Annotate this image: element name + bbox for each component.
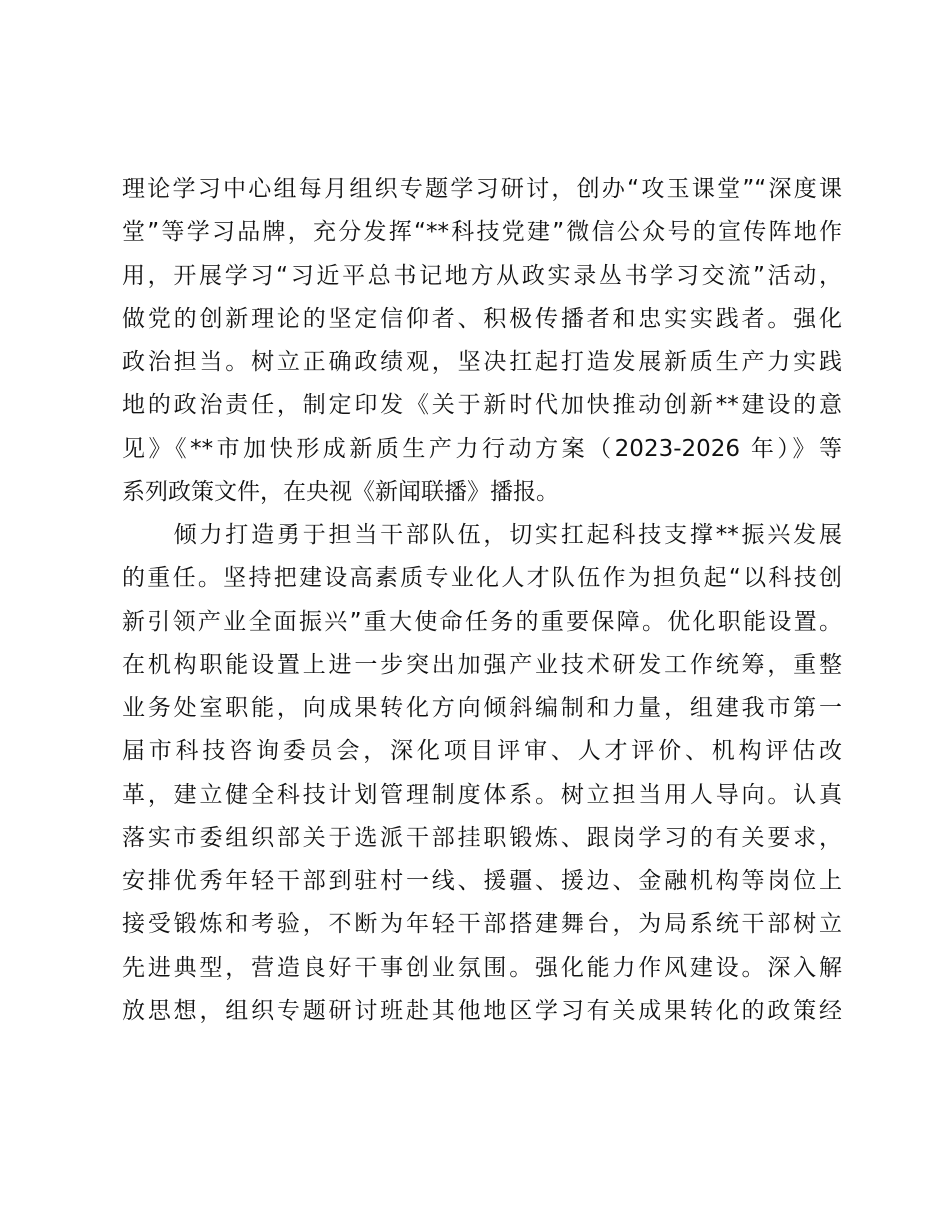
text-line: 的重任。坚持把建设高素质专业化人才队伍作为担负起“以科技创 xyxy=(122,565,842,592)
text-line: 届市科技咨询委员会，深化项目评审、人才评价、机构评估改 xyxy=(122,738,842,765)
text-line: 业务处室职能，向成果转化方向倾斜编制和力量，组建我市第一 xyxy=(122,695,842,721)
text-line: 接受锻炼和考验，不断为年轻干部搭建舞台，为局系统干部树立 xyxy=(122,911,842,938)
text-line: 革，建立健全科技计划管理制度体系。树立担当用人导向。认真 xyxy=(122,781,842,808)
text-line: 安排优秀年轻干部到驻村一线、援疆、援边、金融机构等岗位上 xyxy=(122,868,842,894)
paragraph-last-line: 系列政策文件，在央视《新闻联播》播报。 xyxy=(122,478,559,505)
text-line: 堂”等学习品牌，充分发挥“**科技党建”微信公众号的宣传阵地作 xyxy=(122,219,842,246)
text-line: 理论学习中心组每月组织专题学习研讨，创办“攻玉课堂”“深度课 xyxy=(122,176,842,202)
text-line: 放思想，组织专题研讨班赴其他地区学习有关成果转化的政策经 xyxy=(122,997,842,1024)
text-line: 政治担当。树立正确政绩观，坚决扛起打造发展新质生产力实践 xyxy=(122,349,842,375)
text-line: 落实市委组织部关于选派干部挂职锻炼、跟岗学习的有关要求， xyxy=(122,824,842,851)
text-line: 做党的创新理论的坚定信仰者、积极传播者和忠实实践者。强化 xyxy=(122,305,842,332)
text-line: 用，开展学习“习近平总书记地方从政实录丛书学习交流”活动， xyxy=(122,262,842,289)
body-text xyxy=(122,168,842,1033)
text-line: 先进典型，营造良好干事创业氛围。强化能力作风建设。深入解 xyxy=(122,954,842,981)
text-line: 在机构职能设置上进一步突出加强产业技术研发工作统筹，重整 xyxy=(122,651,842,678)
text-line: 地的政治责任，制定印发《关于新时代加快推动创新**建设的意 xyxy=(122,392,842,419)
text-line: 见》《**市加快形成新质生产力行动方案（2023-2026 年）》等 xyxy=(122,435,842,462)
text-line: 新引领产业全面振兴”重大使命任务的重要保障。优化职能设置。 xyxy=(122,608,842,635)
paragraph-first-line: 倾力打造勇于担当干部队伍，切实扛起科技支撑**振兴发展 xyxy=(122,522,842,548)
